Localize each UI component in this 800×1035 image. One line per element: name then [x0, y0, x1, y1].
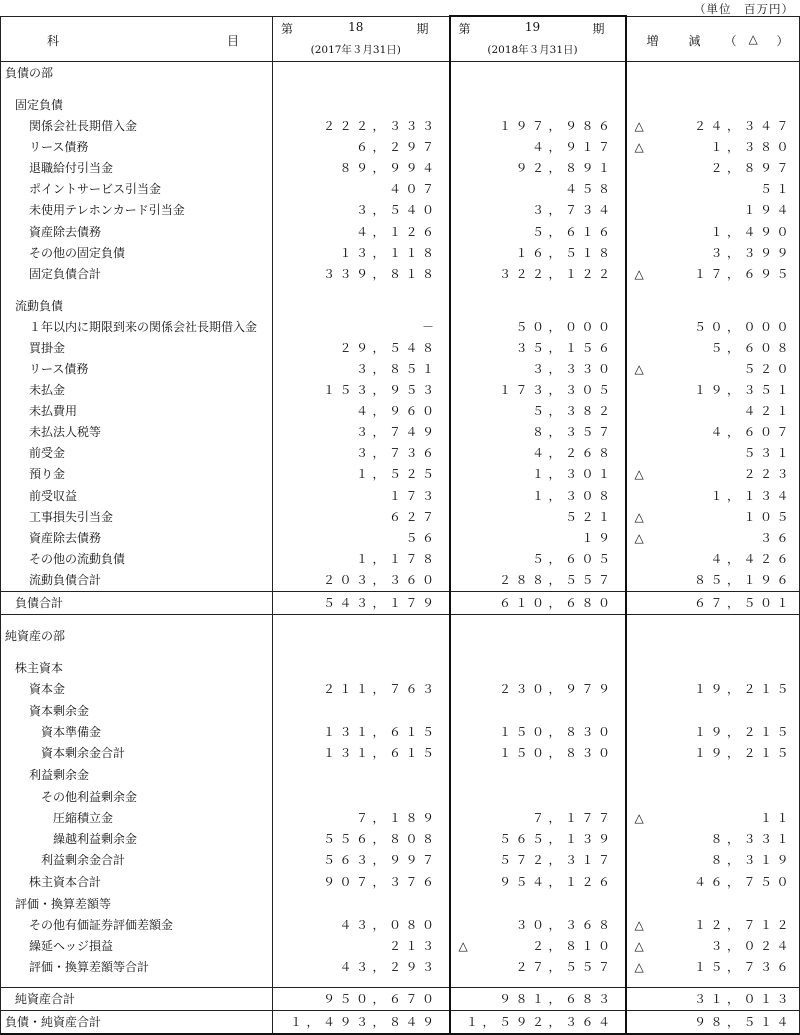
negative-sign: △	[634, 266, 644, 281]
change-value: △ ３，０２４	[626, 936, 800, 957]
current-value: ９８１，６８３	[450, 987, 626, 1010]
account-label: 流動負債合計	[1, 570, 273, 592]
table-row	[1, 464, 800, 485]
current-value: ２７，５５７	[450, 957, 626, 978]
prior-value: ２１３	[273, 936, 450, 957]
prior-value: １３，１１８	[273, 243, 450, 264]
prior-value: ２０３，３６０	[273, 570, 450, 592]
change-value: △ １７，６９５	[626, 264, 800, 285]
negative-sign: △	[458, 938, 468, 953]
change-value: ８５，１９６	[626, 570, 800, 592]
change-value: １，１３４	[626, 486, 800, 507]
account-label: 繰越利益剰余金	[1, 829, 273, 850]
header-change: 増 減 （ △ ）	[646, 31, 789, 48]
negative-sign: △	[634, 140, 644, 155]
current-value: ５２１	[450, 507, 626, 528]
account-label: 圧縮積立金	[1, 808, 273, 829]
change-value: △ ３６	[626, 528, 800, 549]
negative-sign: △	[634, 530, 644, 545]
spacer-row	[1, 614, 800, 625]
account-label: 前受収益	[1, 486, 273, 507]
prior-value: ９０７，３７６	[273, 872, 450, 893]
prior-value: １５３，９５３	[273, 380, 450, 401]
prior-value: ８９，９９４	[273, 158, 450, 179]
prior-value: ３，８５１	[273, 359, 450, 380]
section-heading: 資本剰余金	[1, 700, 273, 722]
current-value: ９２，８９１	[450, 158, 626, 179]
account-label: リース債務	[1, 137, 273, 158]
spacer-row	[1, 285, 800, 295]
current-value: ３，７３４	[450, 200, 626, 221]
negative-sign: △	[634, 811, 644, 826]
current-value: ４５８	[450, 179, 626, 200]
current-value: １９	[450, 528, 626, 549]
negative-sign: △	[634, 917, 644, 932]
current-value: ３０，３６８	[450, 915, 626, 936]
section-heading: 固定負債	[1, 94, 273, 116]
current-value: ３，３３０	[450, 359, 626, 380]
account-label: 未払法人税等	[1, 422, 273, 443]
current-value: ６１０，６８０	[450, 591, 626, 614]
table-row	[1, 722, 800, 743]
table-row	[1, 486, 800, 507]
change-value: △ ２２３	[626, 464, 800, 485]
table-row	[1, 221, 800, 242]
current-value: １７３，３０５	[450, 380, 626, 401]
table-row	[1, 200, 800, 221]
change-value: ６７，５０１	[626, 591, 800, 614]
prior-value: ４０７	[273, 179, 450, 200]
table-row	[1, 179, 800, 200]
prior-value: ３，７３６	[273, 443, 450, 464]
change-value: ５０，０００	[626, 317, 800, 338]
current-value: １５０，８３０	[450, 743, 626, 764]
prior-value: －	[273, 317, 450, 338]
prior-value: １，４９３，８４９	[273, 1010, 450, 1034]
prior-value: ５５６，８０８	[273, 829, 450, 850]
section-heading: その他利益剰余金	[1, 786, 273, 808]
current-value: ５，３８２	[450, 401, 626, 422]
balance-sheet-table	[0, 15, 800, 1035]
change-value: １９，３５１	[626, 380, 800, 401]
account-label: 繰延ヘッジ損益	[1, 936, 273, 957]
table-row	[1, 936, 800, 957]
section-heading: 株主資本	[1, 657, 273, 679]
current-value: ３５，１５６	[450, 338, 626, 359]
change-value: ３，３９９	[626, 243, 800, 264]
section-heading-row	[1, 62, 800, 85]
header-prior-period: 第 18 期 (2017年３月31日)	[281, 19, 429, 56]
table-row	[1, 743, 800, 764]
table-row	[1, 829, 800, 850]
account-label: １年以内に期限到来の関係会社長期借入金	[1, 317, 273, 338]
negative-sign: △	[634, 938, 644, 953]
section-heading-row	[1, 295, 800, 317]
account-label: 資産除去債務	[1, 528, 273, 549]
current-value: １，５９２，３６４	[450, 1010, 626, 1034]
total-row	[1, 987, 800, 1010]
table-row	[1, 808, 800, 829]
negative-sign: △	[634, 361, 644, 376]
account-label: その他の流動負債	[1, 549, 273, 570]
section-heading-row	[1, 893, 800, 915]
prior-value: ４，１２６	[273, 221, 450, 242]
current-value: ５７２，３１７	[450, 850, 626, 871]
table-row	[1, 528, 800, 549]
table-row	[1, 850, 800, 871]
prior-value: ５４３，１７９	[273, 591, 450, 614]
prior-value: ６２７	[273, 507, 450, 528]
current-value: ４，９１７	[450, 137, 626, 158]
header-account-1: 科	[47, 33, 60, 48]
account-label: 関係会社長期借入金	[1, 116, 273, 137]
account-label: 預り金	[1, 464, 273, 485]
account-label: 未使用テレホンカード引当金	[1, 200, 273, 221]
section-heading-row	[1, 625, 800, 647]
section-heading: 負債の部	[1, 62, 273, 85]
section-heading-row	[1, 657, 800, 679]
prior-value: １，５２５	[273, 464, 450, 485]
account-label: 資本準備金	[1, 722, 273, 743]
account-label: 評価・換算差額等合計	[1, 957, 273, 978]
account-label: 株主資本合計	[1, 872, 273, 893]
section-heading: 評価・換算差額等	[1, 893, 273, 915]
change-value: ５，６０８	[626, 338, 800, 359]
section-heading-row	[1, 764, 800, 786]
current-value: １，３０８	[450, 486, 626, 507]
current-value: △ ２，８１０	[450, 936, 626, 957]
prior-value: １７３	[273, 486, 450, 507]
change-value: △ １，３８０	[626, 137, 800, 158]
table-row	[1, 549, 800, 570]
section-heading: 純資産の部	[1, 625, 273, 647]
current-value: ５０，０００	[450, 317, 626, 338]
current-value: ５，６０５	[450, 549, 626, 570]
current-value: ７，１７７	[450, 808, 626, 829]
change-value: △ ２４，３４７	[626, 116, 800, 137]
table-row	[1, 158, 800, 179]
change-value: ９８，５１４	[626, 1010, 800, 1034]
change-value: ２，８９７	[626, 158, 800, 179]
account-label: 未払金	[1, 380, 273, 401]
current-value: １５０，８３０	[450, 722, 626, 743]
table-row	[1, 243, 800, 264]
section-heading-row	[1, 786, 800, 808]
change-value: ８，３３１	[626, 829, 800, 850]
negative-sign: △	[634, 119, 644, 134]
current-value: １，３０１	[450, 464, 626, 485]
prior-value: １３１，６１５	[273, 722, 450, 743]
unit-note: （単位 百万円）	[694, 2, 794, 16]
current-value: ５，６１６	[450, 221, 626, 242]
account-label: 資本剰余金合計	[1, 743, 273, 764]
account-label: 未払費用	[1, 401, 273, 422]
account-label: 純資産合計	[1, 987, 273, 1010]
account-label: 利益剰余金合計	[1, 850, 273, 871]
table-header	[1, 16, 800, 62]
prior-value: ２９，５４８	[273, 338, 450, 359]
table-row	[1, 401, 800, 422]
account-label: 前受金	[1, 443, 273, 464]
current-value: ２８８，５５７	[450, 570, 626, 592]
table-row	[1, 380, 800, 401]
change-value: △ ５２０	[626, 359, 800, 380]
section-heading: 流動負債	[1, 295, 273, 317]
account-label: 負債・純資産合計	[1, 1010, 273, 1034]
account-label: 負債合計	[1, 591, 273, 614]
change-value: １９，２１５	[626, 743, 800, 764]
change-value: ８，３１９	[626, 850, 800, 871]
section-heading-row	[1, 94, 800, 116]
table-row	[1, 338, 800, 359]
table-row	[1, 872, 800, 893]
negative-sign: △	[634, 467, 644, 482]
account-label: 資本金	[1, 679, 273, 700]
change-value: ４，４２６	[626, 549, 800, 570]
current-value: ５６５，１３９	[450, 829, 626, 850]
table-row	[1, 359, 800, 380]
change-value: ５３１	[626, 443, 800, 464]
account-label: 退職給付引当金	[1, 158, 273, 179]
prior-value: ６，２９７	[273, 137, 450, 158]
total-row	[1, 1010, 800, 1034]
prior-value: １，１７８	[273, 549, 450, 570]
spacer-row	[1, 84, 800, 94]
change-value: １９４	[626, 200, 800, 221]
table-row	[1, 317, 800, 338]
table-row	[1, 137, 800, 158]
header-current-period: 第 19 期 (2018年３月31日)	[458, 20, 605, 56]
change-value: １９，２１５	[626, 722, 800, 743]
change-value: ４２１	[626, 401, 800, 422]
account-label: 工事損失引当金	[1, 507, 273, 528]
current-value: ８，３５７	[450, 422, 626, 443]
change-value: △ １２，７１２	[626, 915, 800, 936]
current-value: ９５４，１２６	[450, 872, 626, 893]
account-label: 買掛金	[1, 338, 273, 359]
account-label: 資産除去債務	[1, 221, 273, 242]
table-row	[1, 264, 800, 285]
prior-value: ２１１，７６３	[273, 679, 450, 700]
table-row	[1, 422, 800, 443]
header-account-2: 目	[227, 33, 240, 48]
account-label: リース債務	[1, 359, 273, 380]
current-value: １９７，９８６	[450, 116, 626, 137]
account-label: 固定負債合計	[1, 264, 273, 285]
prior-value: １３１，６１５	[273, 743, 450, 764]
change-value: △ １０５	[626, 507, 800, 528]
change-value: １９，２１５	[626, 679, 800, 700]
negative-sign: △	[634, 509, 644, 524]
total-row	[1, 591, 800, 614]
table-row	[1, 507, 800, 528]
prior-value: ４３，０８０	[273, 915, 450, 936]
current-value: ３２２，１２２	[450, 264, 626, 285]
table-row	[1, 915, 800, 936]
current-value: １６，５１８	[450, 243, 626, 264]
current-value: ４，２６８	[450, 443, 626, 464]
prior-value: ４，９６０	[273, 401, 450, 422]
prior-value: ４３，２９３	[273, 957, 450, 978]
change-value: １，４９０	[626, 221, 800, 242]
current-value: ２３０，９７９	[450, 679, 626, 700]
negative-sign: △	[634, 959, 644, 974]
change-value: ５１	[626, 179, 800, 200]
prior-value: ２２２，３３３	[273, 116, 450, 137]
table-row	[1, 957, 800, 978]
prior-value: ３，７４９	[273, 422, 450, 443]
account-label: その他の固定負債	[1, 243, 273, 264]
table-row	[1, 679, 800, 700]
prior-value: ３，５４０	[273, 200, 450, 221]
section-heading: 利益剰余金	[1, 764, 273, 786]
account-label: ポイントサービス引当金	[1, 179, 273, 200]
section-heading-row	[1, 700, 800, 722]
prior-value: ３３９，８１８	[273, 264, 450, 285]
change-value: ４，６０７	[626, 422, 800, 443]
spacer-row	[1, 647, 800, 657]
spacer-row	[1, 978, 800, 988]
change-value: ３１，０１３	[626, 987, 800, 1010]
table-row	[1, 443, 800, 464]
table-row	[1, 116, 800, 137]
change-value: △ １１	[626, 808, 800, 829]
prior-value: ５６	[273, 528, 450, 549]
prior-value: ７，１８９	[273, 808, 450, 829]
account-label: その他有価証券評価差額金	[1, 915, 273, 936]
prior-value: ５６３，９９７	[273, 850, 450, 871]
prior-value: ９５０，６７０	[273, 987, 450, 1010]
change-value: ４６，７５０	[626, 872, 800, 893]
change-value: △ １５，７３６	[626, 957, 800, 978]
table-row	[1, 570, 800, 592]
